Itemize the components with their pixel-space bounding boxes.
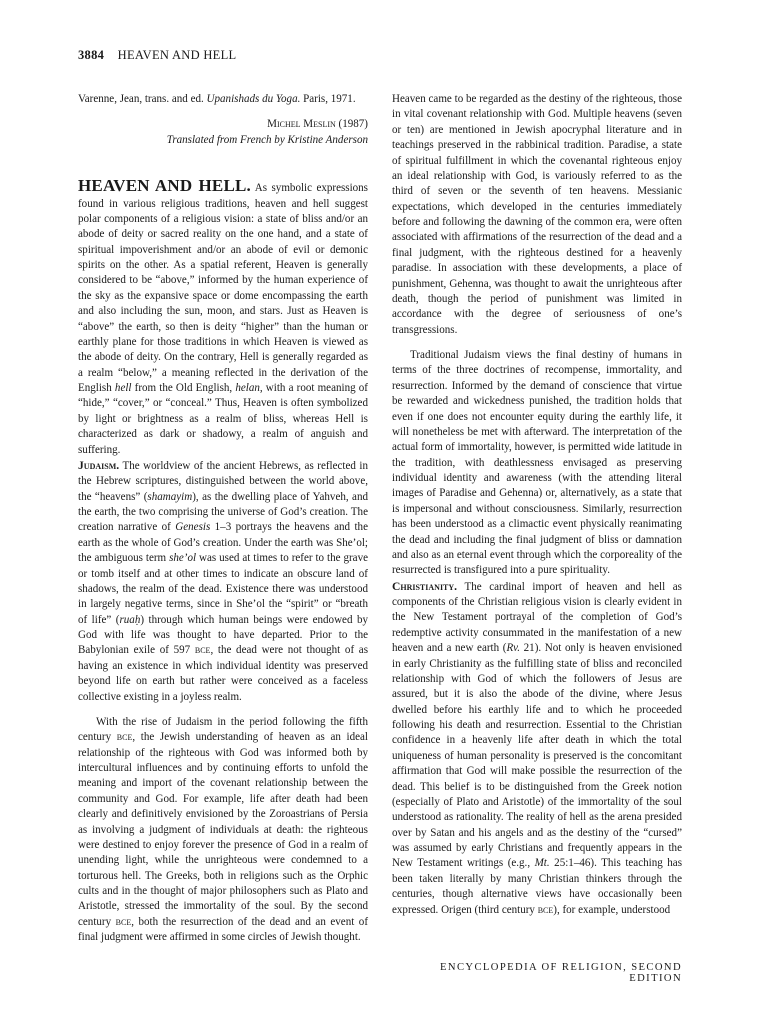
entry-title: HEAVEN AND HELL. <box>78 176 251 196</box>
judaism-paragraph-2-continued <box>392 92 682 338</box>
term-ruah: ruaḥ <box>119 613 141 626</box>
judaism-p1-text-f: , the dead were not thought of as having an existence in which individual identity was preserved beyond life on earth but rather were conceived as a faceless collective existing in a joyless realm. <box>78 644 369 703</box>
christianity-text-d: ), for example, understood <box>553 903 671 916</box>
bibliography-book-title: Upanishads du Yoga. <box>206 93 301 105</box>
judaism-p2-text-b: , the Jewish understanding of heaven as an ideal relationship of the righteous with God was informed both by intercultural influences and by continuing efforts to unfold the meaning and import of the covenant relationship between the community and God. For example, life after death had been clearly and definitively envisioned by the Zoroastrians of Persia as involving a judgment of individuals at death: the righteous were destined to enjoy forever the presence of God in a realm of unending light, while the unrighteous were condemned to a torturous hell. The Greeks, both in religions such as the Orphic cults and in the thought of major philosophers such as Plato and Aristotle, stressed the immortality of the soul. By the second century <box>78 731 369 928</box>
judaism-p2-text-c: , both the resurrection of the dead and an event of final judgment were affirmed in some circles of Jewish thought. <box>78 915 368 944</box>
bibliography-text: Varenne, Jean, trans. and ed. <box>78 93 207 105</box>
christianity-paragraph <box>392 579 682 918</box>
bibliography-rest: Paris, 1971. <box>300 93 356 105</box>
citation-matthew: Mt. <box>534 857 550 870</box>
judaism-p1-text-e: ) through which human beings were endowed by God with life was thought to have departed. Prior to the Babylonian exile of 597 <box>78 613 369 657</box>
judaism-paragraph-2 <box>78 715 368 946</box>
left-column <box>78 92 368 946</box>
entry-intro-paragraph <box>78 178 368 458</box>
intro-text-2: from the Old English, <box>131 382 236 394</box>
judaism-paragraph-3: Traditional Judaism views the final destiny of humans in terms of the three doctrines of recompense, immortality, and resurrection. Informed by the demand of conscience that virtue be rewarded and wickedness punished, the tradition holds that even if one does not encounter equity during the earthly life, it will nonetheless be met with afterward. The interpretation of the actual form of immortality, however, is permitted wide latitude in the tradition, with deathlessness envisaged as preserving individual identity and awareness (with the attending literal images of Paradise and Gehenna) or, alternatively, as a state that is impersonal and without consciousness. Similarly, resurrection has been understood as a climactic event physically reanimating the dead and including the final judgment of bliss or damnation and also as an eternal event through which the corporeality of the resurrected is transfigured into a pure spirituality. <box>392 349 682 577</box>
term-hell: hell <box>114 382 132 394</box>
citation-genesis: Genesis <box>175 521 211 534</box>
judaism-p2-text-a: With the rise of Judaism in the period following the fifth century <box>78 715 368 744</box>
judaism-p1-text-d: was used at times to refer to the grave or tomb itself and at other times to indicate an obscure land of shadows, the realm of the dead. Existence there was understood in largely negative terms, since in She’ol the “spirit” or “breath of life” ( <box>78 552 368 626</box>
bibliography-entry <box>78 92 368 107</box>
term-shamayim: shamayim <box>147 490 193 503</box>
era-bce: bce <box>116 731 133 744</box>
right-column <box>392 92 682 918</box>
term-sheol: she’ol <box>169 552 197 565</box>
running-header <box>78 48 236 63</box>
citation-revelation: Rv. <box>506 642 521 655</box>
section-heading-christianity: Christianity. <box>392 579 458 593</box>
intro-text-3: with a root meaning of “hide,” “cover,” or “conceal.” Thus, Heaven is often symbolized by light or brightness as a realm of bliss, whereas Hell is characterized as dark or shadowy, a realm of anguish and suffering. <box>78 382 368 456</box>
era-bce: bce <box>115 915 132 928</box>
christianity-text-c: 25:1–46). This teaching has been taken literally by many Christian thinkers through the centuries, though alternative views have occasionally been expressed. Origen (third century <box>392 857 682 916</box>
era-bce: bce <box>194 644 211 657</box>
translator-text: Translated from French by Kristine Anderson <box>166 133 368 146</box>
running-title: HEAVEN AND HELL <box>117 48 237 62</box>
judaism-p1-text-a: The worldview of the ancient Hebrews, as reflected in the Hebrew scriptures, distinguished between the world above, the “heavens” ( <box>78 459 368 503</box>
judaism-paragraph-1 <box>78 458 368 705</box>
author-byline: Michel Meslin (1987) <box>267 118 368 131</box>
judaism-p1-text-c: 1–3 portrays the heavens and the earth as the whole of God’s creation. Under the earth was She’ol; the ambiguous term <box>78 521 368 565</box>
judaism-p1-text-b: ), as the dwelling place of Yahveh, and the earth, the two comprising the universe of God’s creation. The creation narrative of <box>78 490 368 534</box>
page-number: 3884 <box>78 48 105 62</box>
judaism-p2-text-c: Heaven came to be regarded as the destiny of the righteous, those in vital covenant relationship with God. Multiple heavens (seven or ten) are mentioned in Jewish apocryphal literature and in teachings preserved in the rabbinical tradition. Paradise, a state of spiritual fulfillment in which the covenantal righteous enjoy an ideal relationship with God, is variously referred to as the third of seven or the seventh of ten heavens. Messianic expectations, which developed in the centuries immediately before and following the dawning of the common era, were often associated with affirmations of the resurrection of the dead and a final judgment, with the righteous destined for a heavenly paradise. In association with these developments, a place of punishment, Gehenna, was thought to await the unrighteous after death, though the period of punishment was limited in accordance with the degree of seriousness of one’s transgressions. <box>392 93 682 336</box>
era-bce: bce <box>537 903 554 916</box>
term-helan: helan, <box>235 382 263 394</box>
section-heading-judaism: Judaism. <box>78 458 120 472</box>
intro-text-1: As symbolic expressions found in various religious traditions, heaven and hell suggest polar components of a religious vision: a state of bliss and/or an abode of deity or sacred reality on the one hand, and a state of spiritual impoverishment and/or an abode of evil or demonic spirits on the other. As a spatial referent, Heaven is generally considered to be “above,” informed by the human experience of the sky as the expansive space or dome encompassing the earth and also including the sun, moon, and stars. Just as Heaven is “above” the earth, so then is deity “higher” than the human or earthly plane for those traditions in which Heaven is viewed as the abode of deity. On the contrary, Hell is generally regarded as a realm “below,” a meaning reflected in the derivation of the English <box>78 182 368 394</box>
christianity-text-b: 21). Not only is heaven envisioned in early Christianity as the fulfilling state of bliss and reconciled relationship with God of which the followers of Jesus are assured, but it is also the abode of the divine, where Jesus dwelled before his earthly life and to which he proceeded following his death and resurrection. Essential to the Christian confidence in a heavenly life after death in which the total uniqueness of human personality is preserved is the concomitant affirmation that God will make possible the resurrection of the dead. This belief is to be distinguished from the Greek notion (especially of Plato and Aristotle) of the immortality of the soul understood as rationality. The reality of hell as the arena presided over by Satan and his angels and as the destiny of the “cursed” was assumed by early Christians and frequently appears in the New Testament writings (e.g., <box>392 642 682 870</box>
christianity-text-a: The cardinal import of heaven and hell as components of the Christian religious vision is clearly evident in the New Testament portrayal of the completion of God’s redemptive activity consummated in the manifestation of a new heaven and a new earth ( <box>392 580 682 655</box>
translator-byline <box>78 133 368 148</box>
page-footer: ENCYCLOPEDIA OF RELIGION, SECOND EDITION <box>440 962 682 984</box>
